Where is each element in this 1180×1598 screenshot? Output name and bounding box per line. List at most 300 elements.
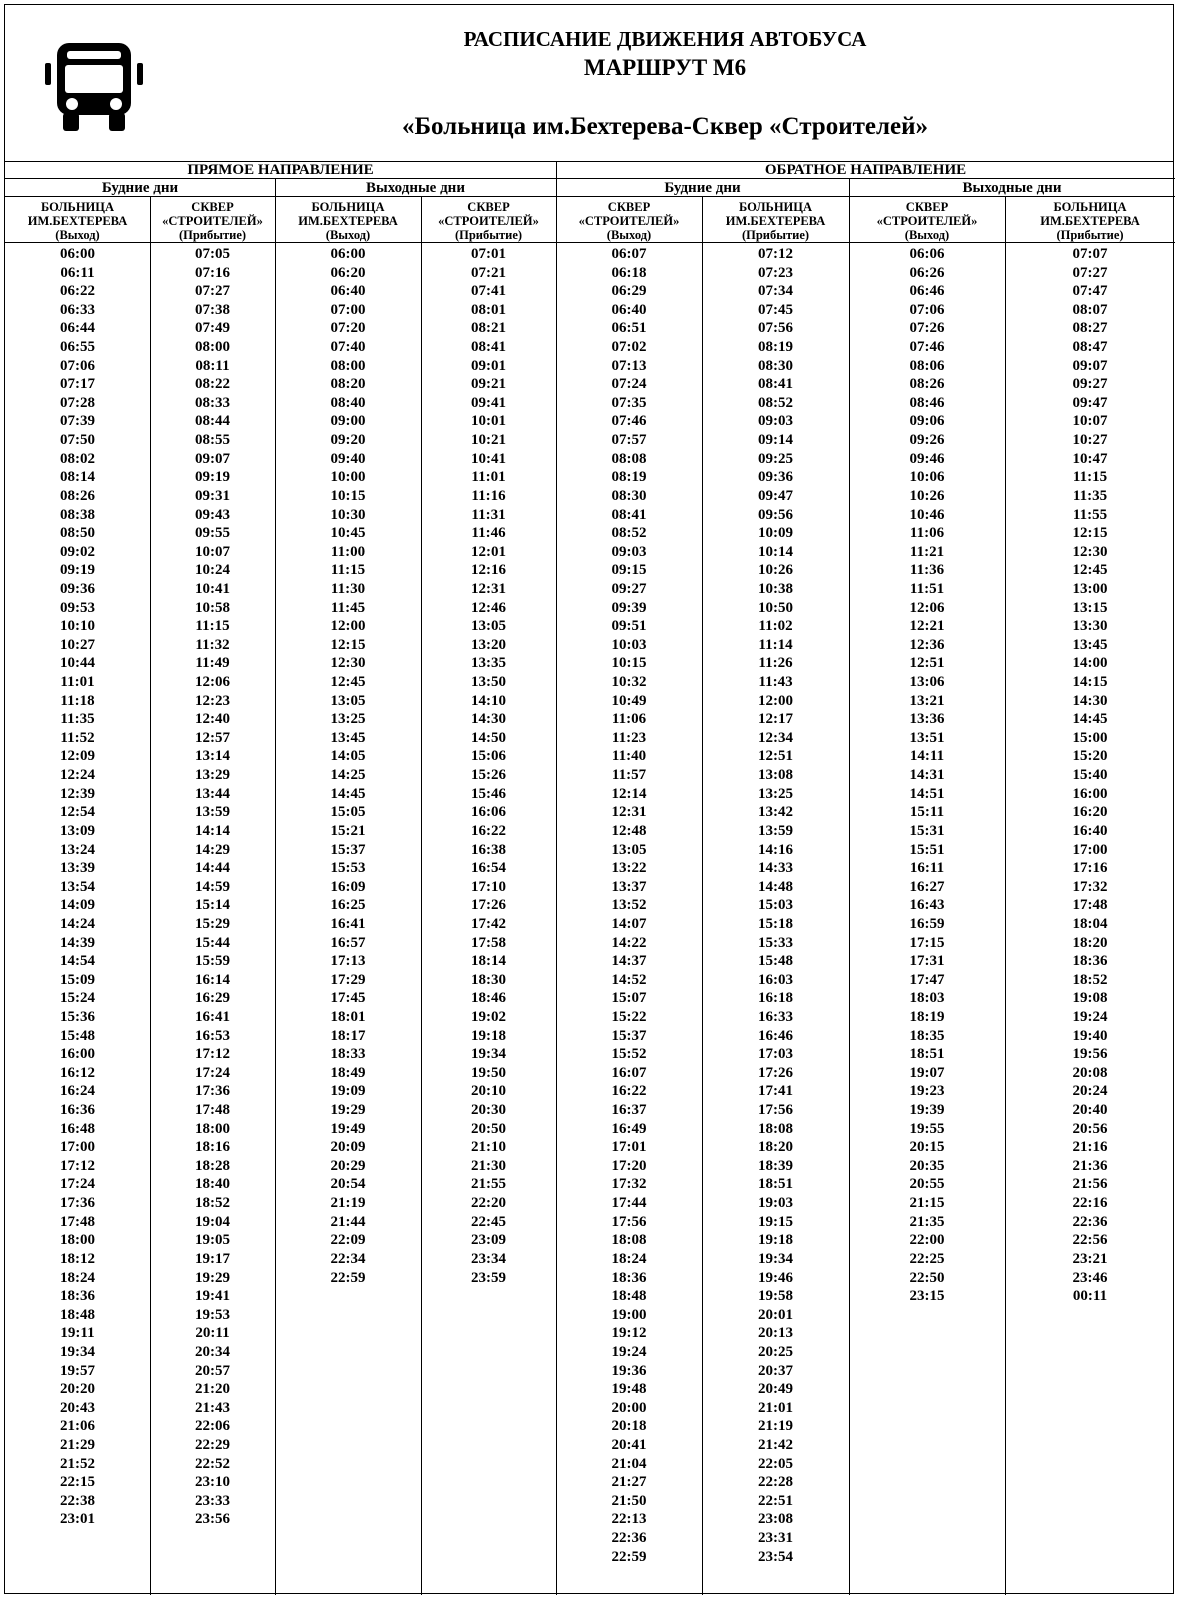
time-cell: 15:48: [60, 1027, 95, 1044]
time-cell: 19:15: [758, 1213, 793, 1230]
time-cell: 22:20: [471, 1195, 506, 1212]
time-cell: 19:18: [758, 1232, 793, 1249]
time-cell: 08:19: [611, 469, 647, 486]
time-cell: 23:01: [60, 1511, 95, 1528]
time-cell: 13:59: [758, 822, 793, 839]
time-cell: 23:33: [195, 1492, 230, 1509]
time-cell: 10:41: [471, 450, 506, 467]
time-cell: 08:52: [611, 525, 647, 542]
time-cell: 07:47: [1072, 283, 1108, 300]
time-cell: 11:02: [758, 618, 793, 635]
time-cell: 08:26: [909, 376, 945, 393]
time-cell: 09:03: [758, 413, 793, 430]
time-cell: 15:11: [909, 804, 945, 821]
time-cell: 12:39: [60, 785, 95, 802]
time-cell: 09:26: [909, 432, 945, 449]
time-cell: 13:22: [611, 860, 647, 877]
time-cell: 23:46: [1072, 1269, 1108, 1286]
time-cell: 12:06: [195, 674, 230, 691]
time-cell: 13:14: [195, 748, 230, 765]
time-cell: 11:45: [330, 599, 366, 616]
time-cell: 19:04: [195, 1213, 230, 1230]
time-cell: 14:31: [909, 767, 945, 784]
time-cell: 19:23: [909, 1083, 945, 1100]
time-cell: 09:41: [471, 394, 506, 411]
time-cell: 16:27: [909, 878, 945, 895]
time-cell: 19:57: [60, 1362, 95, 1379]
time-cell: 22:16: [1072, 1195, 1108, 1212]
time-cell: 22:15: [60, 1474, 95, 1491]
time-cell: 17:00: [1072, 841, 1108, 858]
time-cell: 15:05: [330, 804, 366, 821]
time-cell: 10:46: [909, 506, 945, 523]
time-cell: 14:05: [330, 748, 366, 765]
time-cell: 08:07: [1072, 301, 1108, 318]
time-cell: 14:45: [330, 785, 366, 802]
time-cell: 18:51: [909, 1046, 945, 1063]
route-name: «Больница им.Бехтерева-Сквер «Строителей»: [401, 113, 929, 140]
time-cell: 17:24: [195, 1064, 230, 1081]
time-cell: 10:09: [758, 525, 793, 542]
time-cell: 15:06: [471, 748, 506, 765]
time-cell: 19:58: [758, 1288, 793, 1305]
time-cell: 13:20: [471, 636, 506, 653]
time-cell: 21:19: [330, 1195, 366, 1212]
time-cell: 16:41: [195, 1008, 230, 1025]
time-cell: 11:35: [1072, 487, 1108, 504]
schedule-sheet: [4, 4, 1174, 1594]
time-cell: 22:52: [195, 1455, 230, 1472]
time-cell: 15:09: [60, 971, 95, 988]
time-cell: 11:49: [195, 655, 230, 672]
time-cell: 10:10: [60, 618, 95, 635]
time-cell: 14:30: [471, 711, 506, 728]
time-cell: 08:41: [611, 506, 647, 523]
column-header: СКВЕР «СТРОИТЕЛЕЙ» (Прибытие): [150, 197, 275, 243]
time-cell: 13:37: [611, 878, 647, 895]
time-cell: 17:48: [1072, 897, 1108, 914]
time-cell: 08:41: [758, 376, 793, 393]
time-cell: 10:24: [195, 562, 230, 579]
time-cell: 16:25: [330, 897, 366, 914]
time-cell: 21:10: [471, 1139, 506, 1156]
time-cell: 16:54: [471, 860, 506, 877]
time-cell: 19:24: [1072, 1008, 1108, 1025]
time-cell: 07:27: [1072, 264, 1108, 281]
time-cell: 16:59: [909, 915, 945, 932]
time-cell: 12:15: [1072, 525, 1108, 542]
time-cell: 16:20: [1072, 804, 1108, 821]
time-cell: 16:46: [758, 1027, 793, 1044]
title-line-2: МАРШРУТ М6: [583, 55, 747, 80]
timetable: [5, 161, 1175, 1595]
time-cell: 15:22: [611, 1008, 647, 1025]
time-cell: 11:15: [330, 562, 366, 579]
time-cell: 19:18: [471, 1027, 506, 1044]
time-cell: 22:59: [330, 1269, 366, 1286]
time-cell: 08:22: [195, 376, 230, 393]
time-cell: 16:00: [60, 1046, 95, 1063]
time-cell: 23:59: [471, 1269, 506, 1286]
time-cell: 19:46: [758, 1269, 793, 1286]
time-cell: 18:00: [60, 1232, 95, 1249]
time-cell: 11:57: [611, 767, 647, 784]
time-cell: 08:47: [1072, 339, 1108, 356]
time-cell: 22:50: [909, 1269, 945, 1286]
time-cell: 17:12: [195, 1046, 230, 1063]
time-cell: 11:16: [471, 487, 506, 504]
time-cell: 12:09: [60, 748, 95, 765]
time-cell: 20:24: [1072, 1083, 1108, 1100]
time-cell: 18:33: [330, 1046, 366, 1063]
time-cell: 21:52: [60, 1455, 95, 1472]
time-cell: 19:36: [611, 1362, 647, 1379]
time-cell: 07:12: [758, 246, 793, 262]
time-cell: 17:58: [471, 934, 506, 951]
time-cell: 17:13: [330, 953, 366, 970]
time-cell: 10:27: [60, 636, 95, 653]
time-cell: 14:24: [60, 915, 95, 932]
time-cell: 19:24: [611, 1343, 647, 1360]
time-cell: 14:11: [909, 748, 945, 765]
time-cell: 00:11: [1072, 1288, 1108, 1305]
time-cell: 16:22: [611, 1083, 647, 1100]
time-cell: 06:29: [611, 283, 647, 300]
column-header: БОЛЬНИЦА ИМ.БЕХТЕРЕВА (Выход): [275, 197, 421, 243]
time-cell: 14:50: [471, 729, 506, 746]
time-cell: 18:36: [1072, 953, 1108, 970]
header: [5, 5, 1173, 162]
time-cell: 07:06: [909, 301, 945, 318]
time-cell: 09:03: [611, 543, 647, 560]
time-cell: 12:17: [758, 711, 793, 728]
time-cell: 07:00: [330, 301, 366, 318]
time-cell: 18:24: [611, 1250, 647, 1267]
time-cell: 15:31: [909, 822, 945, 839]
time-cell: 14:25: [330, 767, 366, 784]
time-cell: 17:24: [60, 1176, 95, 1193]
time-cell: 14:10: [471, 692, 506, 709]
time-cell: 21:20: [195, 1381, 230, 1398]
time-cell: 20:11: [195, 1325, 230, 1342]
time-cell: 19:49: [330, 1120, 366, 1137]
time-cell: 22:36: [611, 1530, 647, 1547]
direction-forward: ПРЯМОЕ НАПРАВЛЕНИЕ: [5, 161, 556, 179]
time-cell: 16:12: [60, 1064, 95, 1081]
time-cell: 13:25: [758, 785, 793, 802]
time-cell: 10:00: [330, 469, 366, 486]
time-cell: 20:41: [611, 1437, 647, 1453]
times-column: [849, 245, 1005, 1306]
time-cell: 09:14: [758, 432, 793, 449]
time-cell: 15:20: [1072, 748, 1108, 765]
time-cell: 18:01: [330, 1008, 366, 1025]
time-cell: 09:19: [195, 469, 230, 486]
time-cell: 07:28: [60, 394, 95, 411]
time-cell: 14:33: [758, 860, 793, 877]
time-cell: 14:44: [195, 860, 230, 877]
time-cell: 20:00: [611, 1399, 647, 1416]
time-cell: 12:36: [909, 636, 945, 653]
time-cell: 10:32: [611, 674, 647, 691]
time-cell: 18:03: [909, 990, 945, 1007]
column-header: СКВЕР «СТРОИТЕЛЕЙ» (Прибытие): [421, 197, 556, 243]
time-cell: 13:25: [330, 711, 366, 728]
time-cell: 18:19: [909, 1008, 945, 1025]
time-cell: 23:34: [471, 1250, 506, 1267]
time-cell: 11:15: [1072, 469, 1108, 486]
time-cell: 07:46: [909, 339, 945, 356]
time-cell: 07:13: [611, 357, 647, 374]
time-cell: 18:12: [60, 1250, 95, 1267]
time-cell: 23:09: [471, 1232, 506, 1249]
weekends-backward: Выходные дни: [849, 179, 1175, 197]
time-cell: 15:51: [909, 841, 945, 858]
time-cell: 06:26: [909, 264, 945, 281]
time-cell: 08:14: [60, 469, 95, 486]
time-cell: 19:29: [195, 1269, 230, 1286]
time-cell: 19:56: [1072, 1046, 1108, 1063]
time-cell: 07:34: [758, 283, 793, 300]
time-cell: 20:40: [1072, 1102, 1108, 1119]
time-cell: 07:57: [611, 432, 647, 449]
time-cell: 14:07: [611, 915, 647, 932]
time-cell: 16:36: [60, 1102, 95, 1119]
time-cell: 21:30: [471, 1157, 506, 1174]
time-cell: 17:00: [60, 1139, 95, 1156]
time-cell: 13:52: [611, 897, 647, 914]
time-cell: 21:04: [611, 1455, 647, 1472]
time-cell: 13:50: [471, 674, 506, 691]
time-cell: 12:23: [195, 692, 230, 709]
time-cell: 06:40: [611, 301, 647, 318]
time-cell: 16:53: [195, 1027, 230, 1044]
time-cell: 06:06: [909, 246, 945, 262]
time-cell: 14:09: [60, 897, 95, 914]
time-cell: 22:38: [60, 1492, 95, 1509]
time-cell: 18:46: [471, 990, 506, 1007]
time-cell: 10:45: [330, 525, 366, 542]
time-cell: 16:11: [909, 860, 945, 877]
time-cell: 11:36: [909, 562, 945, 579]
time-cell: 19:08: [1072, 990, 1108, 1007]
time-cell: 18:52: [1072, 971, 1108, 988]
time-cell: 20:13: [758, 1325, 793, 1342]
time-cell: 11:23: [611, 729, 647, 746]
time-cell: 11:43: [758, 674, 793, 691]
time-cell: 13:06: [909, 674, 945, 691]
time-cell: 16:33: [758, 1008, 793, 1025]
time-cell: 18:16: [195, 1139, 230, 1156]
time-cell: 14:00: [1072, 655, 1108, 672]
time-cell: 09:06: [909, 413, 945, 430]
time-cell: 16:24: [60, 1083, 95, 1100]
time-cell: 17:31: [909, 953, 945, 970]
time-cell: 07:21: [471, 264, 506, 281]
time-cell: 13:51: [909, 729, 945, 746]
time-cell: 19:11: [60, 1325, 95, 1342]
time-cell: 13:24: [60, 841, 95, 858]
time-cell: 07:02: [611, 339, 647, 356]
time-cell: 15:26: [471, 767, 506, 784]
time-cell: 12:30: [330, 655, 366, 672]
time-cell: 21:36: [1072, 1157, 1108, 1174]
time-cell: 18:35: [909, 1027, 945, 1044]
time-cell: 07:39: [60, 413, 95, 430]
time-cell: 16:22: [471, 822, 506, 839]
time-cell: 15:21: [330, 822, 366, 839]
times-column: [556, 245, 702, 1566]
weekdays-backward: Будние дни: [556, 179, 849, 197]
time-cell: 16:43: [909, 897, 945, 914]
time-cell: 08:27: [1072, 320, 1108, 337]
time-cell: 17:36: [60, 1195, 95, 1212]
time-cell: 10:47: [1072, 450, 1108, 467]
time-cell: 20:56: [1072, 1120, 1108, 1137]
time-cell: 13:15: [1072, 599, 1108, 616]
time-cell: 11:06: [611, 711, 647, 728]
time-cell: 20:54: [330, 1176, 366, 1193]
time-cell: 23:08: [758, 1511, 793, 1528]
time-cell: 15:03: [758, 897, 793, 914]
times-column: [150, 245, 275, 1529]
time-cell: 17:48: [195, 1102, 230, 1119]
time-cell: 20:43: [60, 1399, 95, 1416]
time-cell: 13:44: [195, 785, 230, 802]
time-cell: 09:40: [330, 450, 366, 467]
time-cell: 14:45: [1072, 711, 1108, 728]
time-cell: 10:49: [611, 692, 647, 709]
time-cell: 16:40: [1072, 822, 1108, 839]
time-cell: 11:14: [758, 636, 793, 653]
time-cell: 12:51: [758, 748, 793, 765]
time-cell: 12:34: [758, 729, 793, 746]
time-cell: 06:00: [60, 246, 95, 262]
time-cell: 12:24: [60, 767, 95, 784]
time-cell: 13:08: [758, 767, 793, 784]
time-cell: 16:57: [330, 934, 366, 951]
time-cell: 07:06: [60, 357, 95, 374]
time-cell: 17:32: [1072, 878, 1108, 895]
time-cell: 19:12: [611, 1325, 647, 1342]
time-cell: 07:40: [330, 339, 366, 356]
time-cell: 22:45: [471, 1213, 506, 1230]
time-cell: 20:20: [60, 1381, 95, 1398]
time-cell: 06:46: [909, 283, 945, 300]
time-cell: 22:59: [611, 1548, 647, 1565]
time-cell: 09:43: [195, 506, 230, 523]
time-cell: 07:35: [611, 394, 647, 411]
column-header: БОЛЬНИЦА ИМ.БЕХТЕРЕВА (Прибытие): [1005, 197, 1175, 243]
time-cell: 12:45: [330, 674, 366, 691]
time-cell: 08:50: [60, 525, 95, 542]
time-cell: 20:30: [471, 1102, 506, 1119]
time-cell: 09:36: [758, 469, 793, 486]
time-cell: 20:18: [611, 1418, 647, 1435]
time-cell: 20:09: [330, 1139, 366, 1156]
time-cell: 12:48: [611, 822, 647, 839]
time-cell: 09:07: [195, 450, 230, 467]
time-cell: 21:44: [330, 1213, 366, 1230]
time-cell: 20:50: [471, 1120, 506, 1137]
time-cell: 06:11: [60, 264, 95, 281]
time-cell: 08:02: [60, 450, 95, 467]
time-cell: 11:21: [909, 543, 945, 560]
time-cell: 11:31: [471, 506, 506, 523]
time-cell: 14:37: [611, 953, 647, 970]
time-cell: 17:48: [60, 1213, 95, 1230]
time-cell: 19:17: [195, 1250, 230, 1267]
time-cell: 09:02: [60, 543, 95, 560]
time-cell: 08:30: [611, 487, 647, 504]
time-cell: 16:18: [758, 990, 793, 1007]
time-cell: 15:37: [330, 841, 366, 858]
time-cell: 11:01: [60, 674, 95, 691]
time-cell: 22:34: [330, 1250, 366, 1267]
time-cell: 18:04: [1072, 915, 1108, 932]
bus-icon: [45, 41, 143, 133]
time-cell: 06:20: [330, 264, 366, 281]
time-cell: 17:10: [471, 878, 506, 895]
time-cell: 21:55: [471, 1176, 506, 1193]
time-cell: 10:15: [330, 487, 366, 504]
time-cell: 18:00: [195, 1120, 230, 1137]
time-cell: 12:57: [195, 729, 230, 746]
time-cell: 09:31: [195, 487, 230, 504]
time-cell: 13:29: [195, 767, 230, 784]
time-cell: 12:31: [471, 580, 506, 597]
time-cell: 17:20: [611, 1157, 647, 1174]
time-cell: 15:59: [195, 953, 230, 970]
time-cell: 17:12: [60, 1157, 95, 1174]
time-cell: 14:52: [611, 971, 647, 988]
time-cell: 14:59: [195, 878, 230, 895]
time-cell: 11:40: [611, 748, 647, 765]
time-cell: 23:21: [1072, 1250, 1108, 1267]
time-cell: 16:06: [471, 804, 506, 821]
time-cell: 09:27: [611, 580, 647, 597]
time-cell: 12:01: [471, 543, 506, 560]
time-cell: 08:44: [195, 413, 230, 430]
time-cell: 23:31: [758, 1530, 793, 1547]
time-cell: 20:37: [758, 1362, 793, 1379]
time-cell: 15:46: [471, 785, 506, 802]
time-cell: 07:23: [758, 264, 793, 281]
title-line-1: РАСПИСАНИЕ ДВИЖЕНИЯ АВТОБУСА: [463, 27, 867, 51]
time-cell: 09:53: [60, 599, 95, 616]
time-cell: 13:05: [611, 841, 647, 858]
time-cell: 12:16: [471, 562, 506, 579]
time-cell: 15:48: [758, 953, 793, 970]
time-cell: 08:40: [330, 394, 366, 411]
time-cell: 21:16: [1072, 1139, 1108, 1156]
time-cell: 17:47: [909, 971, 945, 988]
time-cell: 21:35: [909, 1213, 945, 1230]
time-cell: 11:15: [195, 618, 230, 635]
time-cell: 15:33: [758, 934, 793, 951]
time-cell: 19:55: [909, 1120, 945, 1137]
time-cell: 10:41: [195, 580, 230, 597]
time-cell: 07:16: [195, 264, 230, 281]
time-cell: 10:26: [758, 562, 793, 579]
time-cell: 06:40: [330, 283, 366, 300]
time-cell: 09:56: [758, 506, 793, 523]
time-cell: 08:33: [195, 394, 230, 411]
time-cell: 10:27: [1072, 432, 1108, 449]
time-cell: 17:29: [330, 971, 366, 988]
time-cell: 08:01: [471, 301, 506, 318]
time-cell: 18:08: [611, 1232, 647, 1249]
